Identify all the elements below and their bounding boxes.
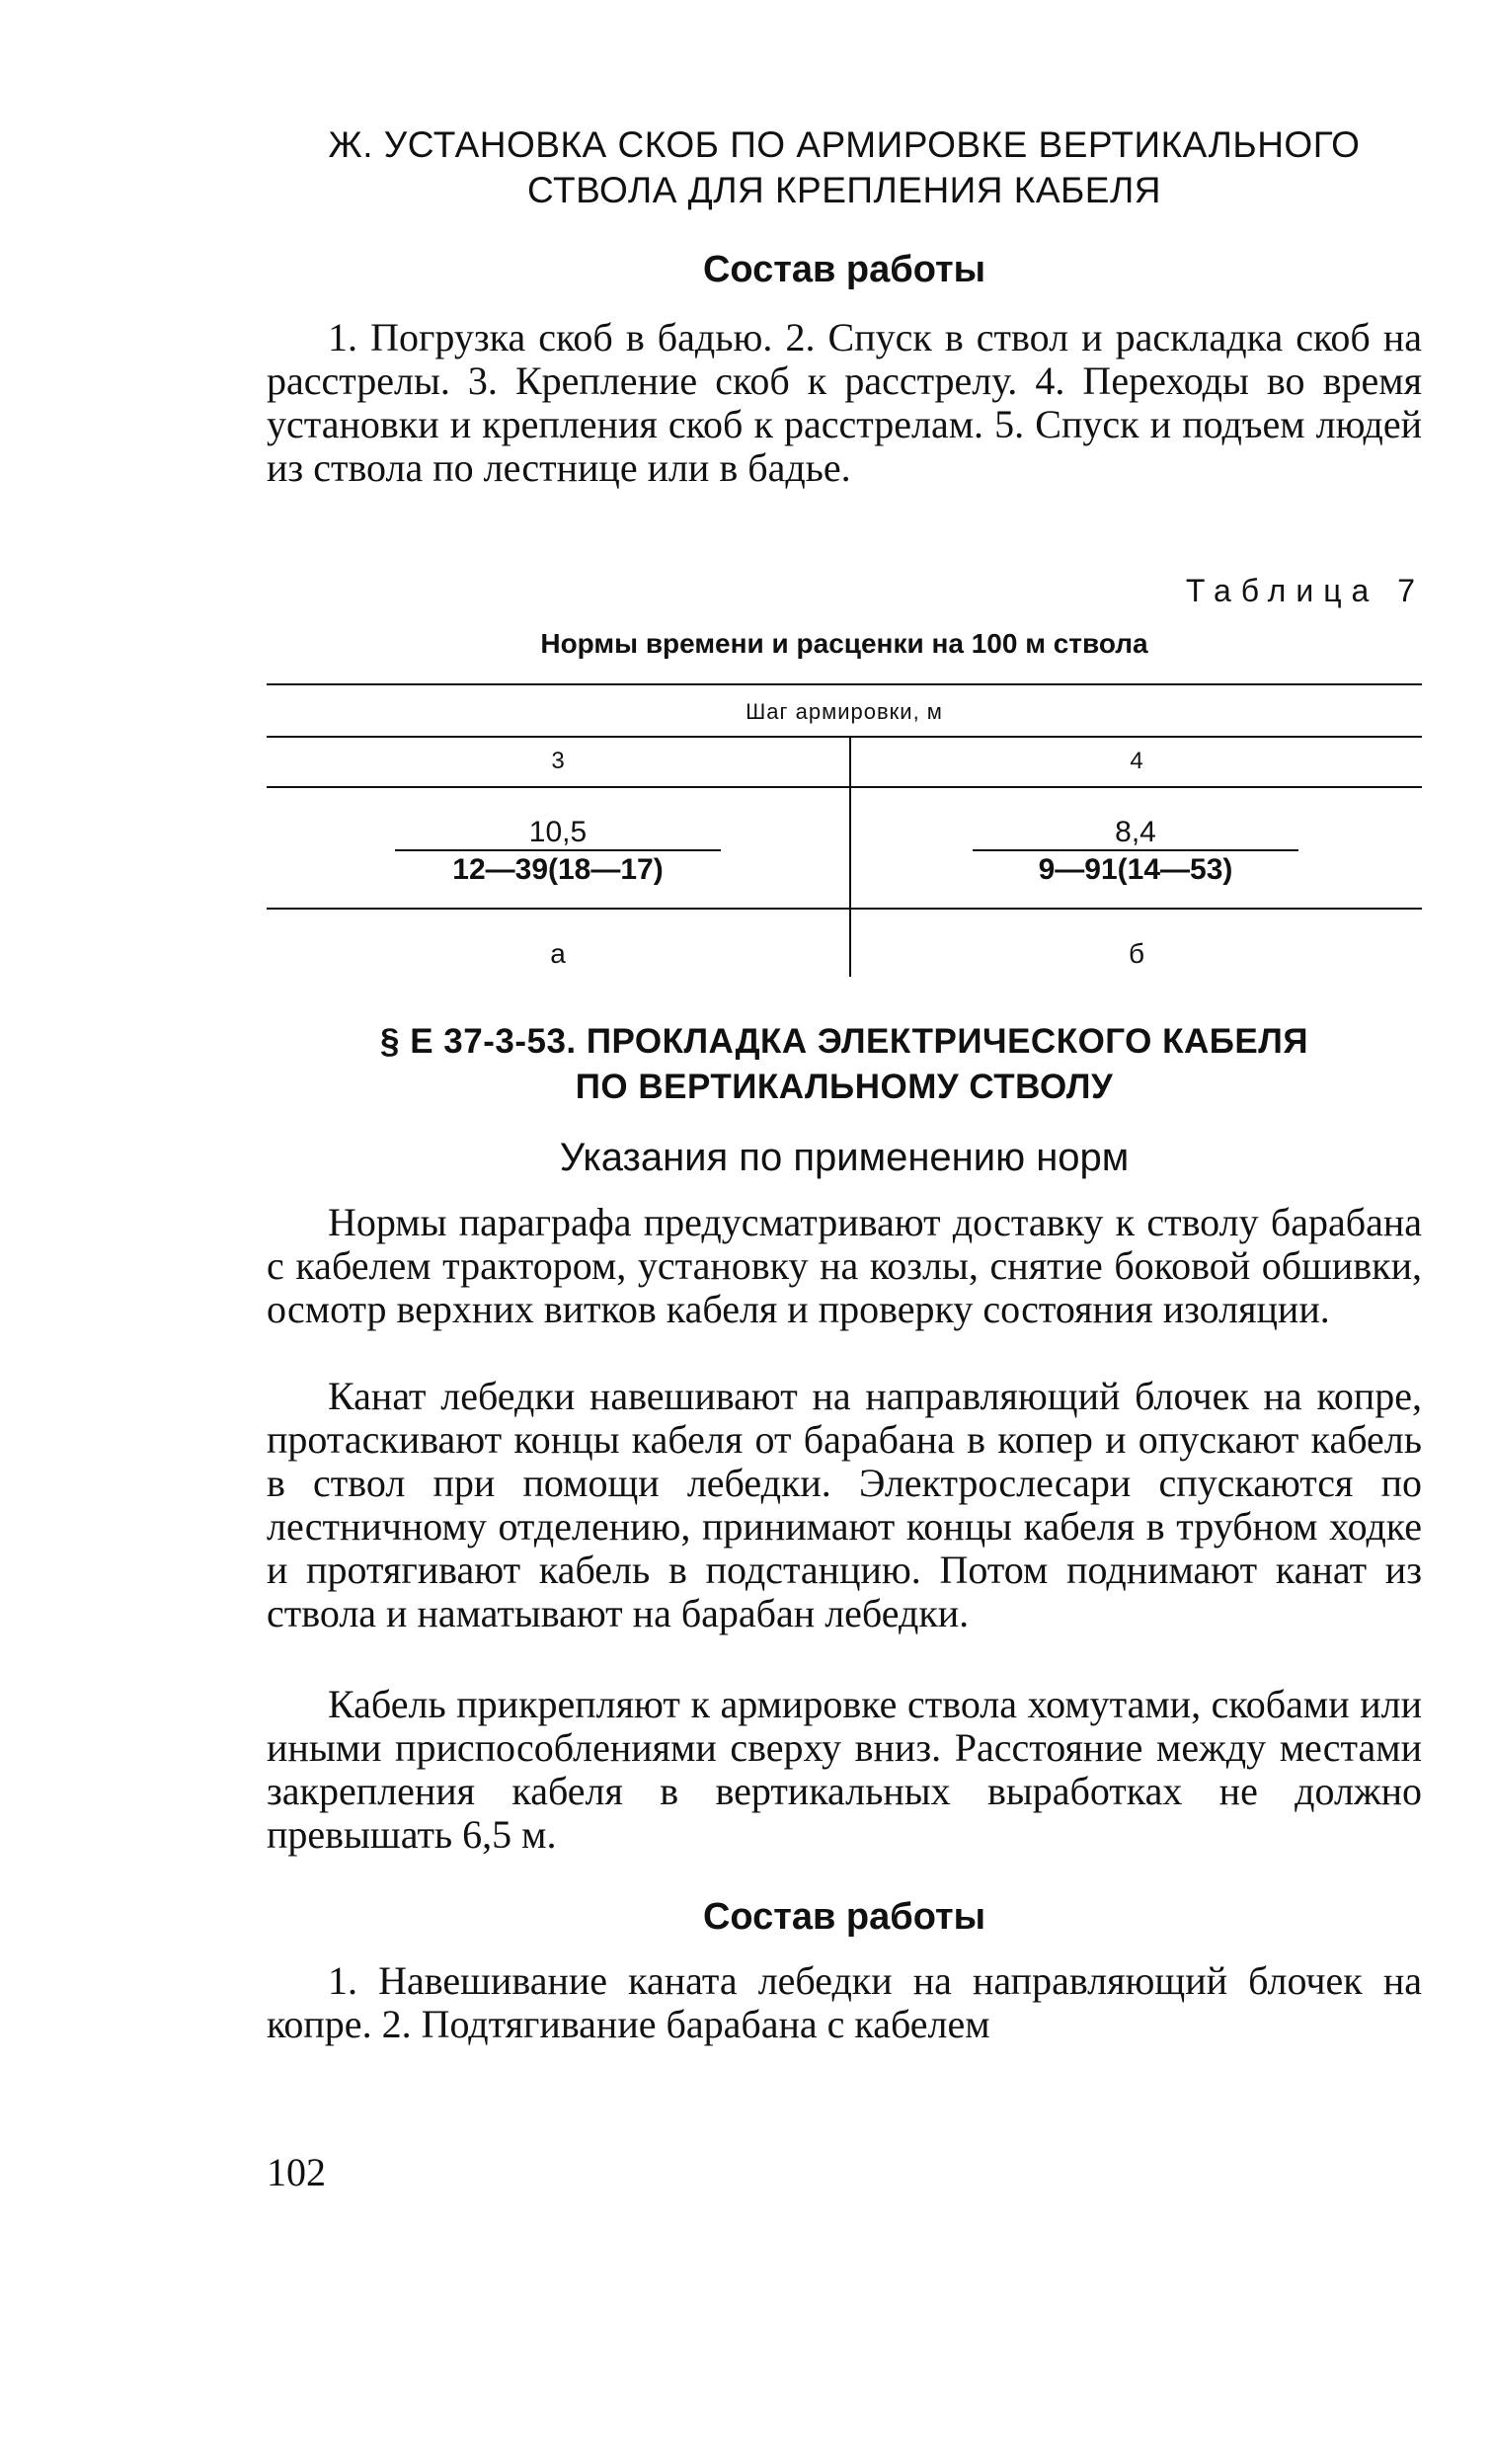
rate: 12—39(18—17) [395,849,721,887]
table-group-header: Шаг армировки, м [746,699,943,724]
instructions-paragraph: Канат лебедки навешивают на направляющий блочек на копре, протаскивают концы кабеля от барабана в копер и опускают кабель в ствол при помощи лебедки. Электрослесари спускаются по лестничному отделению, принимают концы кабеля в трубном ходке и протягивают кабель в подстанцию. Потом поднимают канат из ствола и наматывают на барабан лебедки. [267,1374,1422,1635]
time-norm: 8,4 [1115,816,1156,848]
section-title-line2: СТВОЛА ДЛЯ КРЕПЛЕНИЯ КАБЕЛЯ [527,170,1161,210]
work-composition-text-2: 1. Навешивание каната лебедки на направляющий блочек на копре. 2. Подтягивание барабана с кабелем [267,1958,1422,2046]
table-title: Нормы времени и расценки на 100 м ствола [540,628,1148,659]
table-rule-header [267,786,1422,788]
table-label: Таблица 7 [1185,573,1425,608]
table-rule-top [267,683,1422,685]
work-composition-text: 1. Погрузка скоб в бадью. 2. Спуск в ствол и раскладка скоб на расстрелы. 3. Крепление скоб к расстрелу. 4. Переходы во время установки и крепления скоб к расстрелам. 5. Спуск и подъем людей из ствола по лестнице или в бадье. [267,315,1422,490]
table-value-cell [395,816,721,887]
work-composition-heading-2: Состав работы [702,1896,986,1938]
section-title-line1: Ж. УСТАНОВКА СКОБ ПО АРМИРОВКЕ ВЕРТИКАЛЬНОГО [328,124,1361,165]
table-col-header: 3 [551,748,565,774]
instructions-heading: Указания по применению норм [559,1136,1130,1179]
table-col-letter: а [550,938,566,969]
page-number: 102 [267,2150,326,2194]
instructions-paragraph: Нормы параграфа предусматривают доставку к стволу барабана с кабелем трактором, установку на козлы, снятие боковой обшивки, осмотр верхних витков кабеля и проверку состояния изоляции. [267,1200,1422,1331]
paragraph-title-line1: § Е 37-3-53. ПРОКЛАДКА ЭЛЕКТРИЧЕСКОГО КАБЕЛЯ [380,1022,1308,1061]
table-rule-group [267,736,1422,738]
time-norm: 10,5 [528,816,588,848]
paragraph-title-line2: ПО ВЕРТИКАЛЬНОМУ СТВОЛУ [575,1068,1114,1106]
table-value-cell [973,816,1298,887]
rate: 9—91(14—53) [973,849,1298,887]
table-col-header: 4 [1130,748,1143,774]
table-rule-values [267,908,1422,910]
table-col-letter: б [1128,938,1145,969]
instructions-paragraph: Кабель прикрепляют к армировке ствола хомутами, скобами или иными приспособлениями сверху вниз. Расстояние между местами закрепления кабеля в вертикальных выработках не должно превышать 6,5 м. [267,1682,1422,1857]
work-composition-heading: Состав работы [702,249,986,290]
